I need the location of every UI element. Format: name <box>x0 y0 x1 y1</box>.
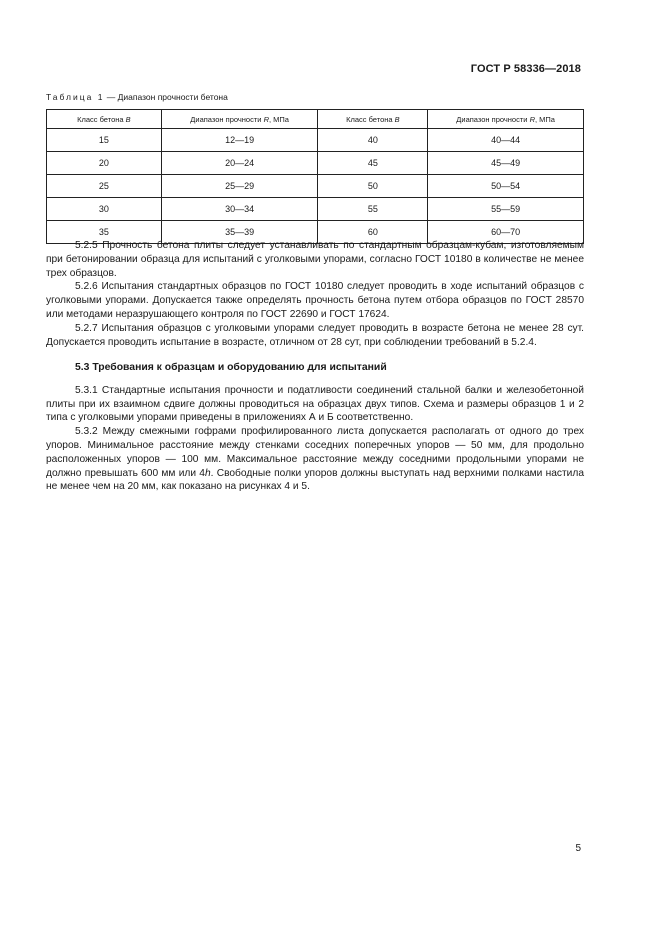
table-cell: 55—59 <box>428 198 584 221</box>
section-5-2-text <box>46 239 584 349</box>
table-cell: 12—19 <box>161 129 318 152</box>
concrete-strength-table <box>46 109 584 244</box>
table-cell: 55 <box>318 198 428 221</box>
header-concrete-class: Класс бетона B <box>47 110 162 129</box>
table-row <box>47 152 584 175</box>
table-cell: 20 <box>47 152 162 175</box>
document-code: ГОСТ Р 58336—2018 <box>470 63 581 75</box>
table-header-row <box>47 110 584 129</box>
table-cell: 30—34 <box>161 198 318 221</box>
table-caption-separator: — <box>104 92 118 102</box>
table-cell: 60—70 <box>428 221 584 244</box>
table-cell: 25—29 <box>161 175 318 198</box>
table-cell: 45—49 <box>428 152 584 175</box>
table-row <box>47 198 584 221</box>
page-number: 5 <box>575 843 581 854</box>
paragraph-5-3-1: 5.3.1 Стандартные испытания прочности и податливости соединений стальной балки и железобетонной плиты при их взаимном сдвиге должны проводиться на образцах двух типов. Схема и размеры образцов 1 и 2 типа с уголковыми упорами приведены в приложениях А и Б соответственно. <box>46 384 584 424</box>
table-cell: 20—24 <box>161 152 318 175</box>
table-caption-title: Диапазон прочности бетона <box>117 92 228 102</box>
header-strength-range: Диапазон прочности R, МПа <box>161 110 318 129</box>
header-concrete-class: Класс бетона B <box>318 110 428 129</box>
table-row <box>47 129 584 152</box>
table-cell: 25 <box>47 175 162 198</box>
table-cell: 15 <box>47 129 162 152</box>
section-5-3 <box>46 361 584 494</box>
table-cell: 50—54 <box>428 175 584 198</box>
table-cell: 35 <box>47 221 162 244</box>
paragraph-5-3-2: 5.3.2 Между смежными гофрами профилированного листа допускается располагать от одного до трех упоров. Минимальное расстояние между стенками соседних поперечных упоров — 50 мм, для продольно расположенных упоров — 100 мм. Максимальное расстояние между соседними продольными упорами не должно превышать 600 мм или 4h. Свободные полки упоров должны выступать над верхними полками настила не менее чем на 20 мм, как показано на рисунках 4 и 5. <box>46 426 584 493</box>
table-cell: 40 <box>318 129 428 152</box>
table-cell: 40—44 <box>428 129 584 152</box>
table-caption-label: Таблица 1 <box>46 92 105 102</box>
table-cell: 45 <box>318 152 428 175</box>
table-row <box>47 175 584 198</box>
paragraph-5-2-5: 5.2.5 Прочность бетона плиты следует устанавливать по стандартным образцам-кубам, изготовляемым при бетонировании образца для испытаний с уголковыми упорами, согласно ГОСТ 10180 в количестве не менее трех образцов. <box>46 240 584 279</box>
table-cell: 60 <box>318 221 428 244</box>
table-cell: 30 <box>47 198 162 221</box>
paragraph-5-2-6: 5.2.6 Испытания стандартных образцов по ГОСТ 10180 следует проводить в ходе испытаний образцов с уголковыми упорами. Допускается также определять прочность бетона путем отбора образцов по ГОСТ 28570 или методами неразрушающего контроля по ГОСТ 22690 и ГОСТ 17624. <box>46 281 584 320</box>
table-caption <box>46 92 228 102</box>
section-heading: 5.3 Требования к образцам и оборудованию для испытаний <box>75 362 387 373</box>
table-cell: 50 <box>318 175 428 198</box>
table-cell: 35—39 <box>161 221 318 244</box>
paragraph-5-2-7: 5.2.7 Испытания образцов с уголковыми упорами следует проводить в возрасте бетона не менее 28 сут. Допускается проводить испытание в возрасте, отличном от 28 сут, при соблюдении требований в 5.2.4. <box>46 322 584 348</box>
header-strength-range: Диапазон прочности R, МПа <box>428 110 584 129</box>
